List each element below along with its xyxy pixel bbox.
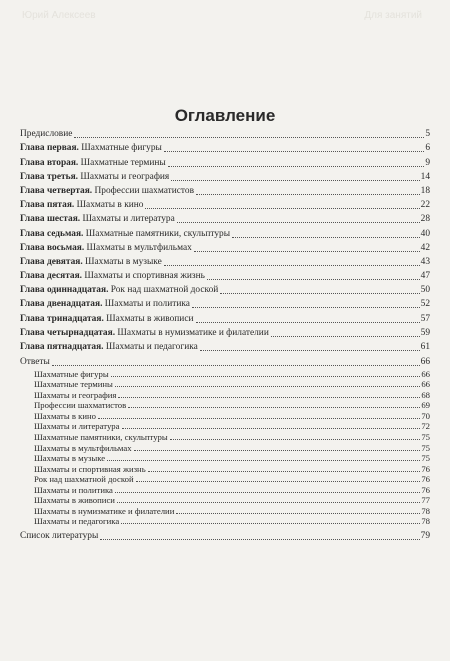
- page-number: 52: [420, 299, 430, 310]
- toc-entry[interactable]: [20, 154, 430, 168]
- page-number: 76: [421, 463, 430, 474]
- dot-leader: [232, 237, 420, 238]
- entry-title: Шахматные термины: [34, 379, 113, 390]
- toc-subentry[interactable]: [20, 516, 430, 527]
- toc-entry-label: [34, 411, 96, 421]
- page-number: 78: [421, 516, 430, 527]
- entry-title: Шахматы и педагогика: [103, 342, 198, 352]
- dot-leader: [200, 350, 420, 351]
- dot-leader: [177, 222, 420, 223]
- toc-entry-label: [34, 432, 168, 442]
- toc-subentry[interactable]: [20, 474, 430, 485]
- toc-entry-label: [20, 357, 50, 368]
- entry-title: Шахматы в мультфильмах: [84, 242, 192, 253]
- page-number: 6: [425, 143, 430, 154]
- chapter-number: Глава пятнадцатая.: [20, 342, 104, 352]
- toc-entry-label: [20, 257, 162, 268]
- entry-title: Шахматы в живописи: [103, 313, 194, 324]
- entry-title: Шахматы и педагогика: [34, 516, 120, 527]
- page-number: 5: [425, 129, 430, 140]
- entry-title: Шахматы и география: [34, 389, 117, 400]
- page-number: 68: [421, 389, 430, 400]
- entry-title: Шахматы в кино: [34, 410, 96, 421]
- toc-entry-label: [20, 531, 98, 542]
- entry-title: Шахматы в музыке: [82, 256, 162, 267]
- page-number: 22: [420, 200, 430, 211]
- dot-leader: [117, 502, 420, 503]
- page-number: 59: [420, 327, 430, 338]
- chapter-number: Глава двенадцатая.: [20, 299, 103, 310]
- toc-entry[interactable]: [20, 282, 430, 296]
- chapter-number: Глава шестая.: [20, 214, 81, 225]
- toc-entry-label: [20, 129, 72, 140]
- page-number: 66: [420, 357, 430, 368]
- dot-leader: [115, 492, 420, 493]
- toc-subentry[interactable]: [20, 463, 430, 474]
- page-number: 66: [421, 368, 430, 379]
- running-header-left: Юрий Алексеев: [22, 10, 96, 21]
- page-number: 79: [420, 530, 430, 541]
- dot-leader: [220, 293, 419, 294]
- toc-entry-label: [20, 158, 166, 169]
- page-number: 66: [421, 379, 430, 390]
- toc-entry[interactable]: [20, 211, 430, 225]
- toc-entry-label: [20, 271, 205, 282]
- toc-entry-label: [34, 464, 146, 474]
- entry-title: Шахматные фигуры: [78, 143, 162, 154]
- toc-entry[interactable]: [20, 325, 430, 339]
- page-number: 77: [421, 495, 430, 506]
- entry-title: Шахматы в кино: [74, 200, 144, 211]
- entry-title: Ответы: [20, 357, 50, 368]
- toc-subentry[interactable]: [20, 495, 430, 506]
- page-number: 42: [420, 242, 430, 253]
- dot-leader: [148, 471, 421, 472]
- toc-entry[interactable]: [20, 339, 430, 353]
- toc-subentry[interactable]: [20, 442, 430, 453]
- toc-subentry[interactable]: [20, 484, 430, 495]
- page-number: 61: [420, 342, 430, 352]
- chapter-number: Глава третья.: [20, 171, 79, 182]
- page-number: 9: [425, 157, 430, 168]
- dot-leader: [145, 208, 419, 209]
- page-number: 76: [421, 474, 430, 485]
- chapter-number: Глава пятая.: [20, 200, 75, 211]
- toc-entry-label: [20, 243, 192, 254]
- page-number: 72: [421, 421, 430, 432]
- page-number: 76: [421, 484, 430, 495]
- dot-leader: [171, 180, 419, 181]
- entry-title: Шахматы и политика: [34, 484, 113, 495]
- toc-entry[interactable]: [20, 169, 430, 183]
- toc-entry[interactable]: [20, 527, 430, 541]
- toc-entry[interactable]: [20, 126, 430, 140]
- toc-subentry[interactable]: [20, 410, 430, 421]
- dot-leader: [196, 322, 420, 323]
- entry-title: Профессии шахматистов: [34, 400, 127, 411]
- page-number: 78: [421, 505, 430, 516]
- page-number: 47: [420, 271, 430, 282]
- entry-title: Список литературы: [20, 530, 99, 541]
- entry-title: Шахматные термины: [78, 157, 166, 168]
- toc-entry-label: [20, 143, 162, 154]
- toc-subentry[interactable]: [20, 379, 430, 390]
- toc-entry-label: [20, 200, 143, 211]
- page-number: 14: [420, 171, 430, 182]
- chapter-number: Глава вторая.: [20, 157, 79, 168]
- toc-entry-label: [34, 506, 174, 516]
- toc-entry-label: [20, 186, 194, 197]
- chapter-number: Глава одиннадцатая.: [20, 285, 109, 296]
- entry-title: Шахматы в нумизматике и филателии: [34, 505, 175, 516]
- dot-leader: [192, 307, 420, 308]
- running-header-right: Для занятий: [364, 10, 422, 21]
- dot-leader: [196, 194, 420, 195]
- toc-entry[interactable]: [20, 354, 430, 368]
- entry-title: Шахматные памятники, скульптуры: [34, 432, 168, 443]
- entry-title: Шахматы в живописи: [34, 495, 115, 506]
- dot-leader: [194, 251, 420, 252]
- dot-leader: [168, 166, 425, 167]
- dot-leader: [122, 428, 421, 429]
- toc-subentry[interactable]: [20, 453, 430, 464]
- dot-leader: [128, 407, 420, 408]
- page-number: 40: [420, 228, 430, 239]
- dot-leader: [164, 265, 420, 266]
- toc-entry-label: [34, 474, 134, 484]
- entry-title: Шахматные памятники, скульптуры: [83, 228, 231, 239]
- toc-entry-label: [20, 328, 269, 339]
- toc-subentry[interactable]: [20, 421, 430, 432]
- toc-entry-label: [20, 342, 198, 353]
- toc-entry-label: [34, 369, 109, 379]
- toc-subentry[interactable]: [20, 431, 430, 442]
- toc-entry-label: [20, 172, 169, 183]
- chapter-number: Глава четвертая.: [20, 185, 93, 196]
- dot-leader: [134, 450, 421, 451]
- dot-leader: [271, 336, 420, 337]
- dot-leader: [136, 481, 421, 482]
- entry-title: Шахматы в мультфильмах: [34, 442, 132, 453]
- entry-title: Рок над шахматной доской: [108, 285, 219, 296]
- page-number: 28: [420, 214, 430, 225]
- page-title: Оглавление: [174, 106, 276, 125]
- toc-entry[interactable]: [20, 197, 430, 211]
- toc-list: [20, 126, 430, 542]
- dot-leader: [111, 376, 421, 377]
- toc-subentry[interactable]: [20, 368, 430, 379]
- toc-entry-label: [34, 453, 105, 463]
- toc-entry[interactable]: [20, 254, 430, 268]
- toc-entry-label: [34, 379, 113, 389]
- dot-leader: [107, 460, 420, 461]
- dot-leader: [207, 279, 420, 280]
- page-number: 18: [420, 185, 430, 196]
- entry-title: Предисловие: [20, 129, 73, 140]
- chapter-number: Глава четырнадцатая.: [20, 327, 116, 338]
- dot-leader: [52, 365, 420, 366]
- toc-subentry[interactable]: [20, 505, 430, 516]
- entry-title: Шахматы и литература: [34, 421, 120, 432]
- page-number: 70: [421, 410, 430, 421]
- dot-leader: [115, 386, 420, 387]
- entry-title: Шахматы и спортивная жизнь: [34, 463, 146, 474]
- toc-entry-label: [34, 443, 132, 453]
- page-number: 69: [421, 400, 430, 411]
- dot-leader: [118, 397, 420, 398]
- toc-entry-label: [20, 314, 194, 325]
- dot-leader: [74, 137, 424, 138]
- entry-title: Шахматные фигуры: [34, 368, 109, 379]
- entry-title: Шахматы и политика: [102, 299, 190, 310]
- dot-leader: [176, 513, 420, 514]
- dot-leader: [164, 151, 424, 152]
- chapter-number: Глава восьмая.: [20, 242, 85, 253]
- entry-title: Шахматы и литература: [80, 214, 175, 225]
- toc-entry-label: [20, 299, 190, 310]
- toc-subentry[interactable]: [20, 389, 430, 400]
- toc-entry[interactable]: [20, 268, 430, 282]
- dot-leader: [121, 523, 420, 524]
- toc-entry-label: [34, 400, 126, 410]
- toc-entry[interactable]: [20, 240, 430, 254]
- chapter-number: Глава седьмая.: [20, 228, 84, 239]
- chapter-number: Глава девятая.: [20, 256, 83, 267]
- entry-title: Шахматы в нумизматике и филателии: [115, 327, 269, 338]
- page-number: 50: [420, 285, 430, 296]
- chapter-number: Глава тринадцатая.: [20, 313, 104, 324]
- page-number: 75: [421, 432, 430, 443]
- entry-title: Шахматы и спортивная жизнь: [82, 271, 205, 282]
- chapter-number: Глава первая.: [20, 143, 79, 154]
- toc-entry-label: [34, 516, 119, 526]
- entry-title: Рок над шахматной доской: [34, 474, 134, 485]
- dot-leader: [98, 418, 420, 419]
- page-number: 57: [420, 313, 430, 324]
- toc-entry-label: [20, 285, 218, 296]
- entry-title: Шахматы и география: [78, 171, 170, 182]
- toc-entry[interactable]: [20, 225, 430, 239]
- toc-entry-label: [34, 485, 113, 495]
- dot-leader: [100, 539, 419, 540]
- toc-entry[interactable]: [20, 310, 430, 324]
- chapter-number: Глава десятая.: [20, 271, 83, 282]
- toc-entry[interactable]: [20, 183, 430, 197]
- toc-entry[interactable]: [20, 296, 430, 310]
- dot-leader: [170, 439, 421, 440]
- entry-title: Профессии шахматистов: [92, 185, 195, 196]
- toc-entry-label: [20, 229, 230, 240]
- toc-entry[interactable]: [20, 140, 430, 154]
- toc-entry-label: [34, 421, 120, 431]
- toc-entry-label: [20, 214, 175, 225]
- toc-entry-label: [34, 495, 115, 505]
- entry-title: Шахматы в музыке: [34, 453, 106, 464]
- toc-entry-label: [34, 390, 116, 400]
- page-number: 43: [420, 256, 430, 267]
- page-number: 75: [421, 442, 430, 453]
- page-number: 75: [421, 453, 430, 464]
- toc-subentry[interactable]: [20, 400, 430, 411]
- running-header: [0, 10, 450, 24]
